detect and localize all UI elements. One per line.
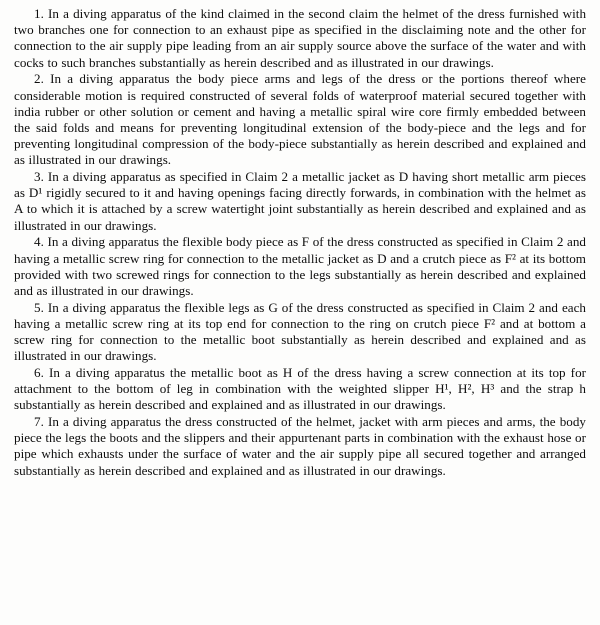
claim-text: In a diving apparatus of the kind claimed in the second claim the helmet of the dress furnished with two branches one for connection to an exhaust pipe as specified in the disclaiming note and the other for connection to the air supply pipe leading from an air supply source above the surface of the water and with cocks to such branches substantially as herein described and as illustrated in our drawings.: [14, 6, 587, 70]
claim-item: [14, 414, 586, 479]
claim-number: 7.: [34, 414, 44, 430]
claim-item: [14, 169, 586, 234]
claim-item: [14, 300, 586, 365]
claim-number: 3.: [34, 169, 44, 185]
claim-text: In a diving apparatus the flexible body piece as F of the dress constructed as specified in Claim 2 and having a metallic screw ring for connection to the metallic jacket as D and a crutch piece as F² at its bottom provided with two screwed rings for connection to the legs substantially as herein described and explained and as illustrated in our drawings.: [14, 234, 586, 298]
claim-number: 2.: [34, 71, 44, 87]
claim-item: [14, 365, 586, 414]
claim-text: In a diving apparatus the flexible legs as G of the dress constructed as specified in Claim 2 and each having a metallic screw ring at its top end for connection to the ring on crutch piece F² and at bottom a screw ring for connection to the metallic boot substantially as herein described and explained and as illustrated in our drawings.: [14, 299, 587, 364]
claim-text: In a diving apparatus the dress constructed of the helmet, jacket with arm pieces and arms, the body piece the legs the boots and the slippers and their appurtenant parts in combination with the exhaust hose or pipe which exhausts under the surface of water and the air supply pipe all secured together and arranged substantially as herein described and explained and as illustrated in our drawings.: [14, 414, 586, 478]
claim-text: In a diving apparatus as specified in Claim 2 a metallic jacket as D having short metallic arm pieces as D¹ rigidly secured to it and having openings facing directly forwards, in combination with the helmet as A to which it is attached by a screw watertight joint substantially as herein described and explained and as illustrated in our drawings.: [14, 169, 586, 233]
claim-text: In a diving apparatus the metallic boot as H of the dress having a screw connection at its top for attachment to the bottom of leg in combination with the weighted slipper H¹, H², H³ and the strap h substantially as herein described and explained and as illustrated in our drawings.: [14, 364, 587, 413]
claim-number: 4.: [34, 234, 44, 250]
claim-number: 6.: [34, 364, 44, 380]
claim-number: 1.: [34, 6, 44, 21]
claim-item: [14, 234, 586, 299]
claim-text: In a diving apparatus the body piece arms and legs of the dress or the portions thereof where considerable motion is required constructed of several folds of waterproof material secured together with india rubber or other solution or cement and having a metallic spiral wire core firmly embedded between the said folds and means for preventing longitudinal extension of the body-piece and the legs and for preventing longitudinal compression of the body-piece substantially as herein described and explained and as illustrated in our drawings.: [14, 71, 586, 168]
claim-number: 5.: [34, 299, 44, 315]
claim-item: [14, 71, 586, 168]
claim-item: [14, 6, 586, 71]
